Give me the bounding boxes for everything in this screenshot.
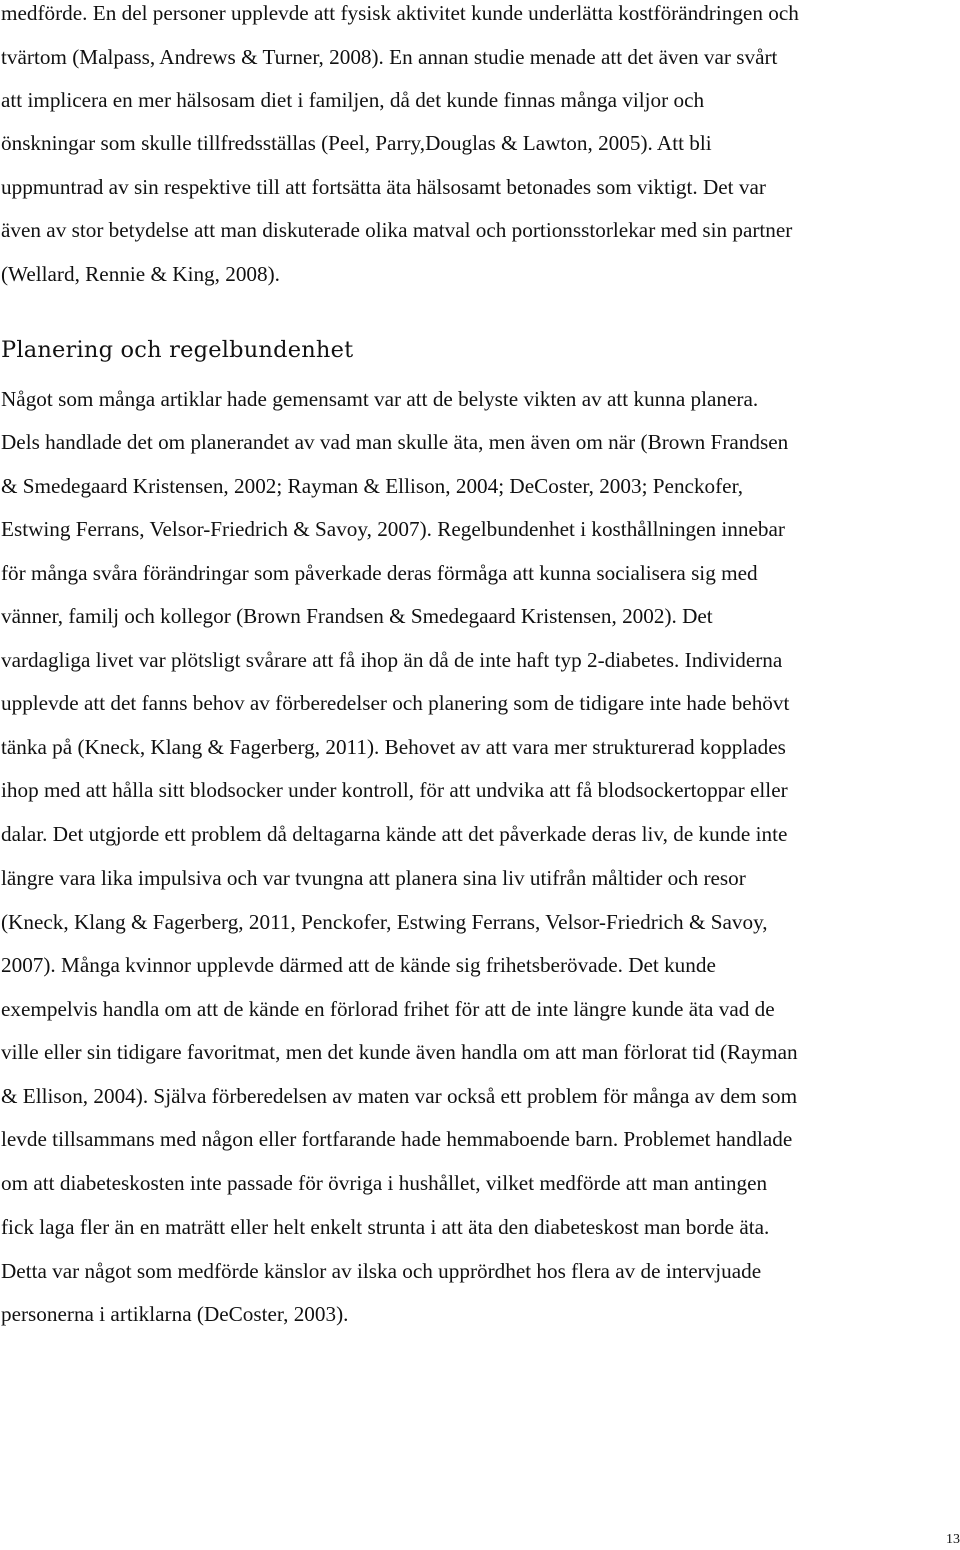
section-line-14: 2007). Många kvinnor upplevde därmed att de kände sig frihetsberövade. Det kunde bbox=[1, 953, 716, 977]
section-line-7: vardagliga livet var plötsligt svårare att få ihop än då de inte haft typ 2-diabetes. Individerna bbox=[1, 648, 783, 672]
section-line-3: & Smedegaard Kristensen, 2002; Rayman & Ellison, 2004; DeCoster, 2003; Penckofer, bbox=[1, 474, 744, 498]
section-line-21: Detta var något som medförde känslor av ilska och upprördhet hos flera av de intervjuade bbox=[1, 1259, 762, 1283]
section-line-5: för många svåra förändringar som påverkade deras förmåga att kunna socialisera sig med bbox=[1, 561, 758, 585]
section-line-13: (Kneck, Klang & Fagerberg, 2011, Penckofer, Estwing Ferrans, Velsor-Friedrich & Savoy, bbox=[1, 910, 768, 934]
section-line-2: Dels handlade det om planerandet av vad man skulle äta, men även om när (Brown Frandsen bbox=[1, 430, 789, 454]
section-line-1: Något som många artiklar hade gemensamt var att de belyste vikten av att kunna planera. bbox=[1, 387, 759, 411]
intro-line-2: tvärtom (Malpass, Andrews & Turner, 2008). En annan studie menade att det även var svårt bbox=[1, 45, 778, 69]
page-number: 13 bbox=[946, 1532, 960, 1547]
section-line-18: levde tillsammans med någon eller fortfarande hade hemmaboende barn. Problemet handlade bbox=[1, 1127, 793, 1151]
section-line-17: & Ellison, 2004). Själva förberedelsen av maten var också ett problem för många av dem som bbox=[1, 1084, 798, 1108]
intro-line-6: även av stor betydelse att man diskuterade olika matval och portionsstorlekar med sin partner bbox=[1, 218, 793, 242]
section-line-20: fick laga fler än en maträtt eller helt enkelt strunta i att äta den diabeteskost man borde äta. bbox=[1, 1215, 770, 1239]
section-line-19: om att diabeteskosten inte passade för övriga i hushållet, vilket medförde att man antingen bbox=[1, 1171, 768, 1195]
section-line-15: exempelvis handla om att de kände en förlorad frihet för att de inte längre kunde äta vad de bbox=[1, 997, 775, 1021]
section-line-6: vänner, familj och kollegor (Brown Frandsen & Smedegaard Kristensen, 2002). Det bbox=[1, 604, 713, 628]
intro-line-3: att implicera en mer hälsosam diet i familjen, då det kunde finnas många viljor och bbox=[1, 88, 705, 112]
section-line-22: personerna i artiklarna (DeCoster, 2003). bbox=[1, 1302, 349, 1326]
section-line-10: ihop med att hålla sitt blodsocker under kontroll, för att undvika att få blodsockertoppar eller bbox=[1, 778, 788, 802]
section-line-12: längre vara lika impulsiva och var tvungna att planera sina liv utifrån måltider och resor bbox=[1, 866, 746, 890]
section-heading: Planering och regelbundenhet bbox=[1, 337, 354, 363]
section-line-8: upplevde att det fanns behov av förberedelser och planering som de tidigare inte hade behövt bbox=[1, 691, 790, 715]
intro-line-1: medförde. En del personer upplevde att fysisk aktivitet kunde underlätta kostförändringen och bbox=[1, 1, 799, 25]
intro-line-4: önskningar som skulle tillfredsställas (Peel, Parry,Douglas & Lawton, 2005). Att bli bbox=[1, 131, 712, 155]
intro-line-7: (Wellard, Rennie & King, 2008). bbox=[1, 262, 280, 286]
section-line-9: tänka på (Kneck, Klang & Fagerberg, 2011). Behovet av att vara mer strukturerad kopplades bbox=[1, 735, 786, 759]
section-line-16: ville eller sin tidigare favoritmat, men det kunde även handla om att man förlorat tid (Rayman bbox=[1, 1040, 798, 1064]
intro-line-5: uppmuntrad av sin respektive till att fortsätta äta hälsosamt betonades som viktigt. Det var bbox=[1, 175, 766, 199]
section-line-4: Estwing Ferrans, Velsor-Friedrich & Savoy, 2007). Regelbundenhet i kosthållningen innebar bbox=[1, 517, 785, 541]
section-line-11: dalar. Det utgjorde ett problem då deltagarna kände att det påverkade deras liv, de kunde inte bbox=[1, 822, 788, 846]
